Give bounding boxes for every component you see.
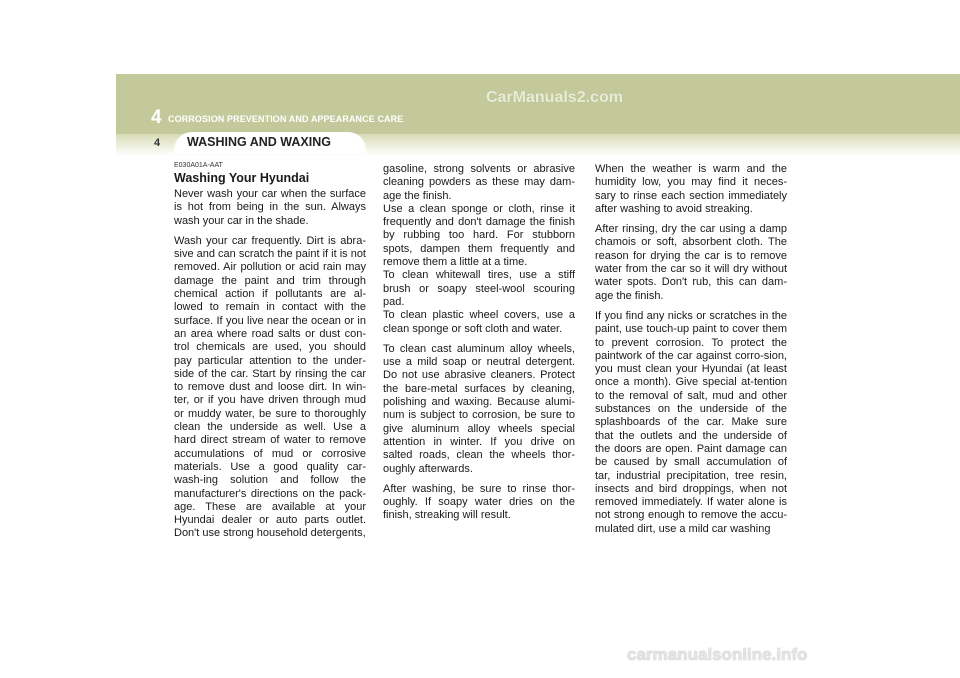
- section-code: E030A01A-AAT: [174, 162, 223, 169]
- text-column-1: [174, 162, 366, 541]
- paragraph: To clean whitewall tires, use a stiff brush or soapy steel-wool scouring pad.: [383, 269, 575, 308]
- paragraph: After washing, be sure to rinse thor-oughly. If soapy water dries on the finish, streaking will result.: [383, 482, 575, 522]
- paragraph: Use a clean sponge or cloth, rinse it frequently and don't damage the finish by rubbing too hard. For stubborn spots, dampen them frequently and remove them a little at a time.: [383, 202, 575, 269]
- paragraph: gasoline, strong solvents or abrasive cleaning powders as these may dam-age the finish.: [383, 163, 575, 202]
- subheading: Washing Your Hyundai: [174, 171, 310, 185]
- paragraph: After rinsing, dry the car using a damp chamois or soft, absorbent cloth. The reason for drying the car is to remove water from the car so it will dry without water spots. Don't rub, this can dam-age the finish.: [595, 223, 787, 302]
- paragraph: To clean cast aluminum alloy wheels, use a mild soap or neutral detergent. Do not use abrasive cleaners. Protect the bare-metal surfaces by cleaning, polishing and waxing. Because alumi-num is subject to corrosion, be sure to give aluminum alloy wheels special attention in winter. If you drive on salted roads, clean the wheels thor-oughly afterwards.: [383, 342, 575, 475]
- section-title: WASHING AND WAXING: [187, 135, 331, 149]
- paragraph: Never wash your car when the surface is hot from being in the sun. Always wash your car in the shade.: [174, 188, 366, 227]
- paragraph: If you find any nicks or scratches in the paint, use touch-up paint to cover them to prevent corrosion. To protect the paintwork of the car against corro-sion, you must clean your Hyundai (at least once a month). Give special at-tention to the removal of salt, mud and other substances on the underside of the splashboards of the car. Make sure that the outlets and the underside of the doors are open. Paint damage can be caused by small accumulation of tar, industrial precipitation, tree resin, insects and bird droppings, when not removed immediately. If water alone is not strong enough to remove the accu-mulated dirt, use a mild car washing: [595, 309, 787, 535]
- page-number: 4: [154, 137, 161, 149]
- chapter-number: 4: [151, 107, 162, 128]
- paragraph: Wash your car frequently. Dirt is abra-sive and can scratch the paint if it is not removed. Air pollution or acid rain may damage the paint and trim through chemical action if pollutants are al-lowed to remain in contact with the surface. If you live near the ocean or in an area where road salts or dust con-trol chemicals are used, you should pay particular attention to the under-side of the car. Start by rinsing the car to remove dust and loose dirt. In win-ter, or if you have driven through mud or muddy water, be sure to thoroughly clean the underside as well. Use a hard direct stream of water to remove accumulations of mud or corrosive materials. Use a good quality car-wash-ing solution and follow the manufacturer's directions on the pack-age. These are available at your Hyundai dealer or auto parts outlet. Don't use strong household detergents,: [174, 234, 366, 540]
- watermark-bottom[interactable]: carmanualsonline.info: [627, 645, 808, 664]
- chapter-title: CORROSION PREVENTION AND APPEARANCE CARE: [168, 114, 404, 124]
- paragraph: When the weather is warm and the humidity low, you may find it neces-sary to rinse each section immediately after washing to avoid streaking.: [595, 163, 787, 215]
- paragraph: To clean plastic wheel covers, use a clean sponge or soft cloth and water.: [383, 309, 575, 335]
- text-column-2: [383, 163, 575, 523]
- watermark-top[interactable]: CarManuals2.com: [486, 89, 623, 106]
- text-column-3: [595, 163, 787, 536]
